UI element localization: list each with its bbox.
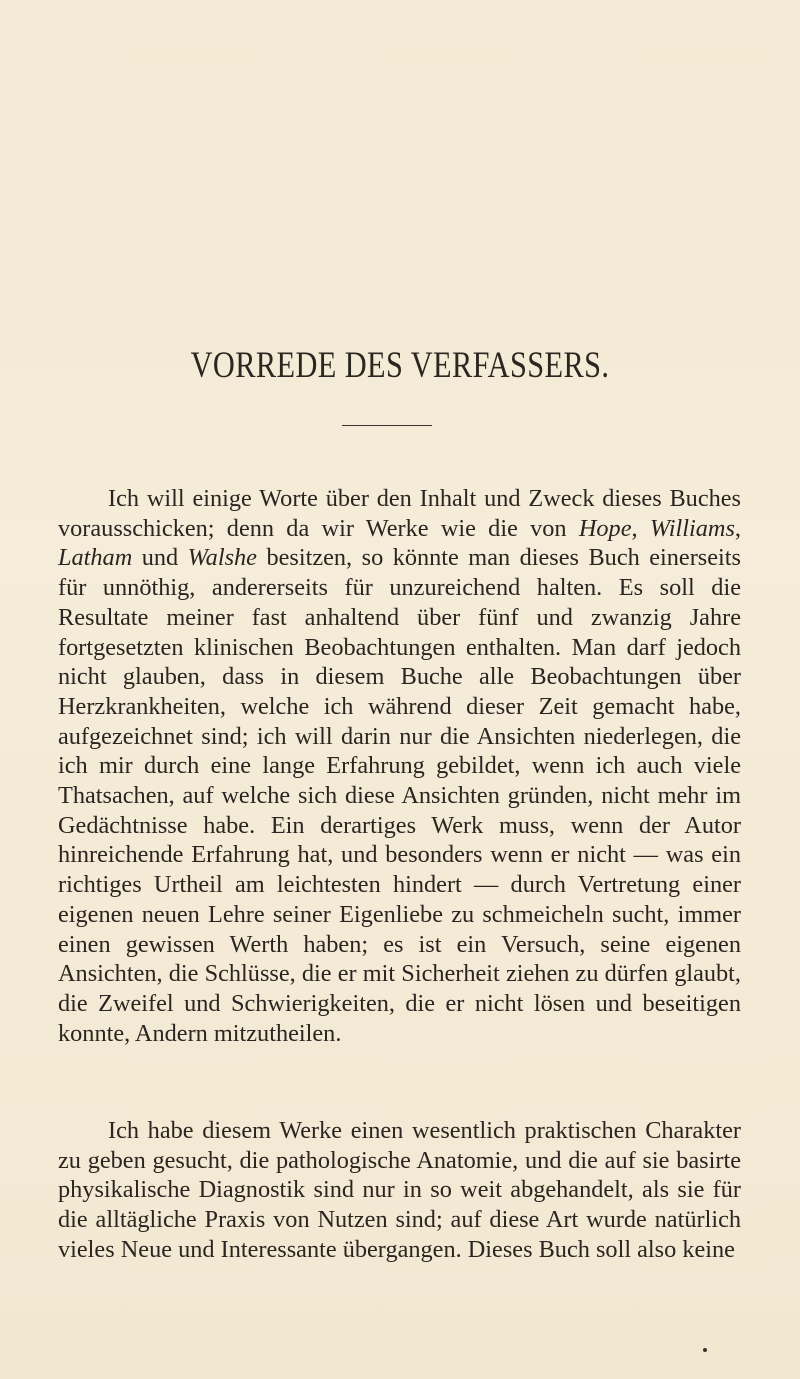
print-speck: [703, 1348, 707, 1352]
page-title: VORREDE DES VERFASSERS.: [190, 345, 610, 386]
paragraph-2: [58, 1116, 741, 1265]
paragraph-1: [58, 484, 741, 1048]
author-name-williams: Williams: [649, 514, 735, 542]
p1-segment-5: besitzen, so könnte man dieses Buch einerseits für unnöthig, andererseits für unzureichend halten. Es soll die Resultate meiner fast anhaltend über fünf und zwanzig Jahre fortgesetzten klinischen Beobachtungen enthalten. Man darf jedoch nicht glauben, dass in diesem Buche alle Beobachtungen über Herzkrankheiten, welche ich während dieser Zeit gemacht habe, aufgezeichnet sind; ich will darin nur die Ansichten niederlegen, die ich mir durch eine lange Erfahrung gebildet, wenn ich auch viele Thatsachen, auf welche sich diese Ansichten gründen, nicht mehr im Gedächtnisse habe. Ein derartiges Werk muss, wenn der Autor hinreichende Erfahrung hat, und besonders wenn er nicht — was ein richtiges Urtheil am leichtesten hindert — durch Vertretung einer eigenen neuen Lehre seiner Eigenliebe zu schmeicheln sucht, immer einen gewissen Werth haben; es ist ein Versuch, seine eigenen Ansichten, die Schlüsse, die er mit Sicherheit ziehen zu dürfen glaubt, die Zweifel und Schwierigkeiten, die er nicht lösen und beseitigen konnte, Andern mitzutheilen.: [58, 544, 741, 1047]
p1-segment-1: Ich will einige Worte über den Inhalt und Zweck dieses Buches vorausschicken; denn da wir Werke wie die von: [58, 485, 741, 542]
paragraph-2-text: Ich habe diesem Werke einen wesentlich praktischen Charakter zu geben gesucht, die pathologische Anatomie, und die auf sie basirte physikalische Diagnostik sind nur in so weit abgehandelt, als sie für die alltägliche Praxis von Nutzen sind; auf diese Art wurde natürlich vieles Neue und Interessante übergangen. Dieses Buch soll also keine: [58, 1117, 741, 1263]
title-divider: [342, 425, 432, 426]
author-name-latham: Latham: [58, 544, 133, 572]
p1-segment-2: ,: [631, 514, 650, 542]
author-name-walshe: Walshe: [187, 544, 257, 572]
author-name-hope: Hope: [578, 514, 632, 542]
p1-segment-3: ,: [734, 514, 741, 542]
p1-segment-4: und: [132, 544, 188, 572]
paragraph-1-text: [58, 484, 741, 1048]
